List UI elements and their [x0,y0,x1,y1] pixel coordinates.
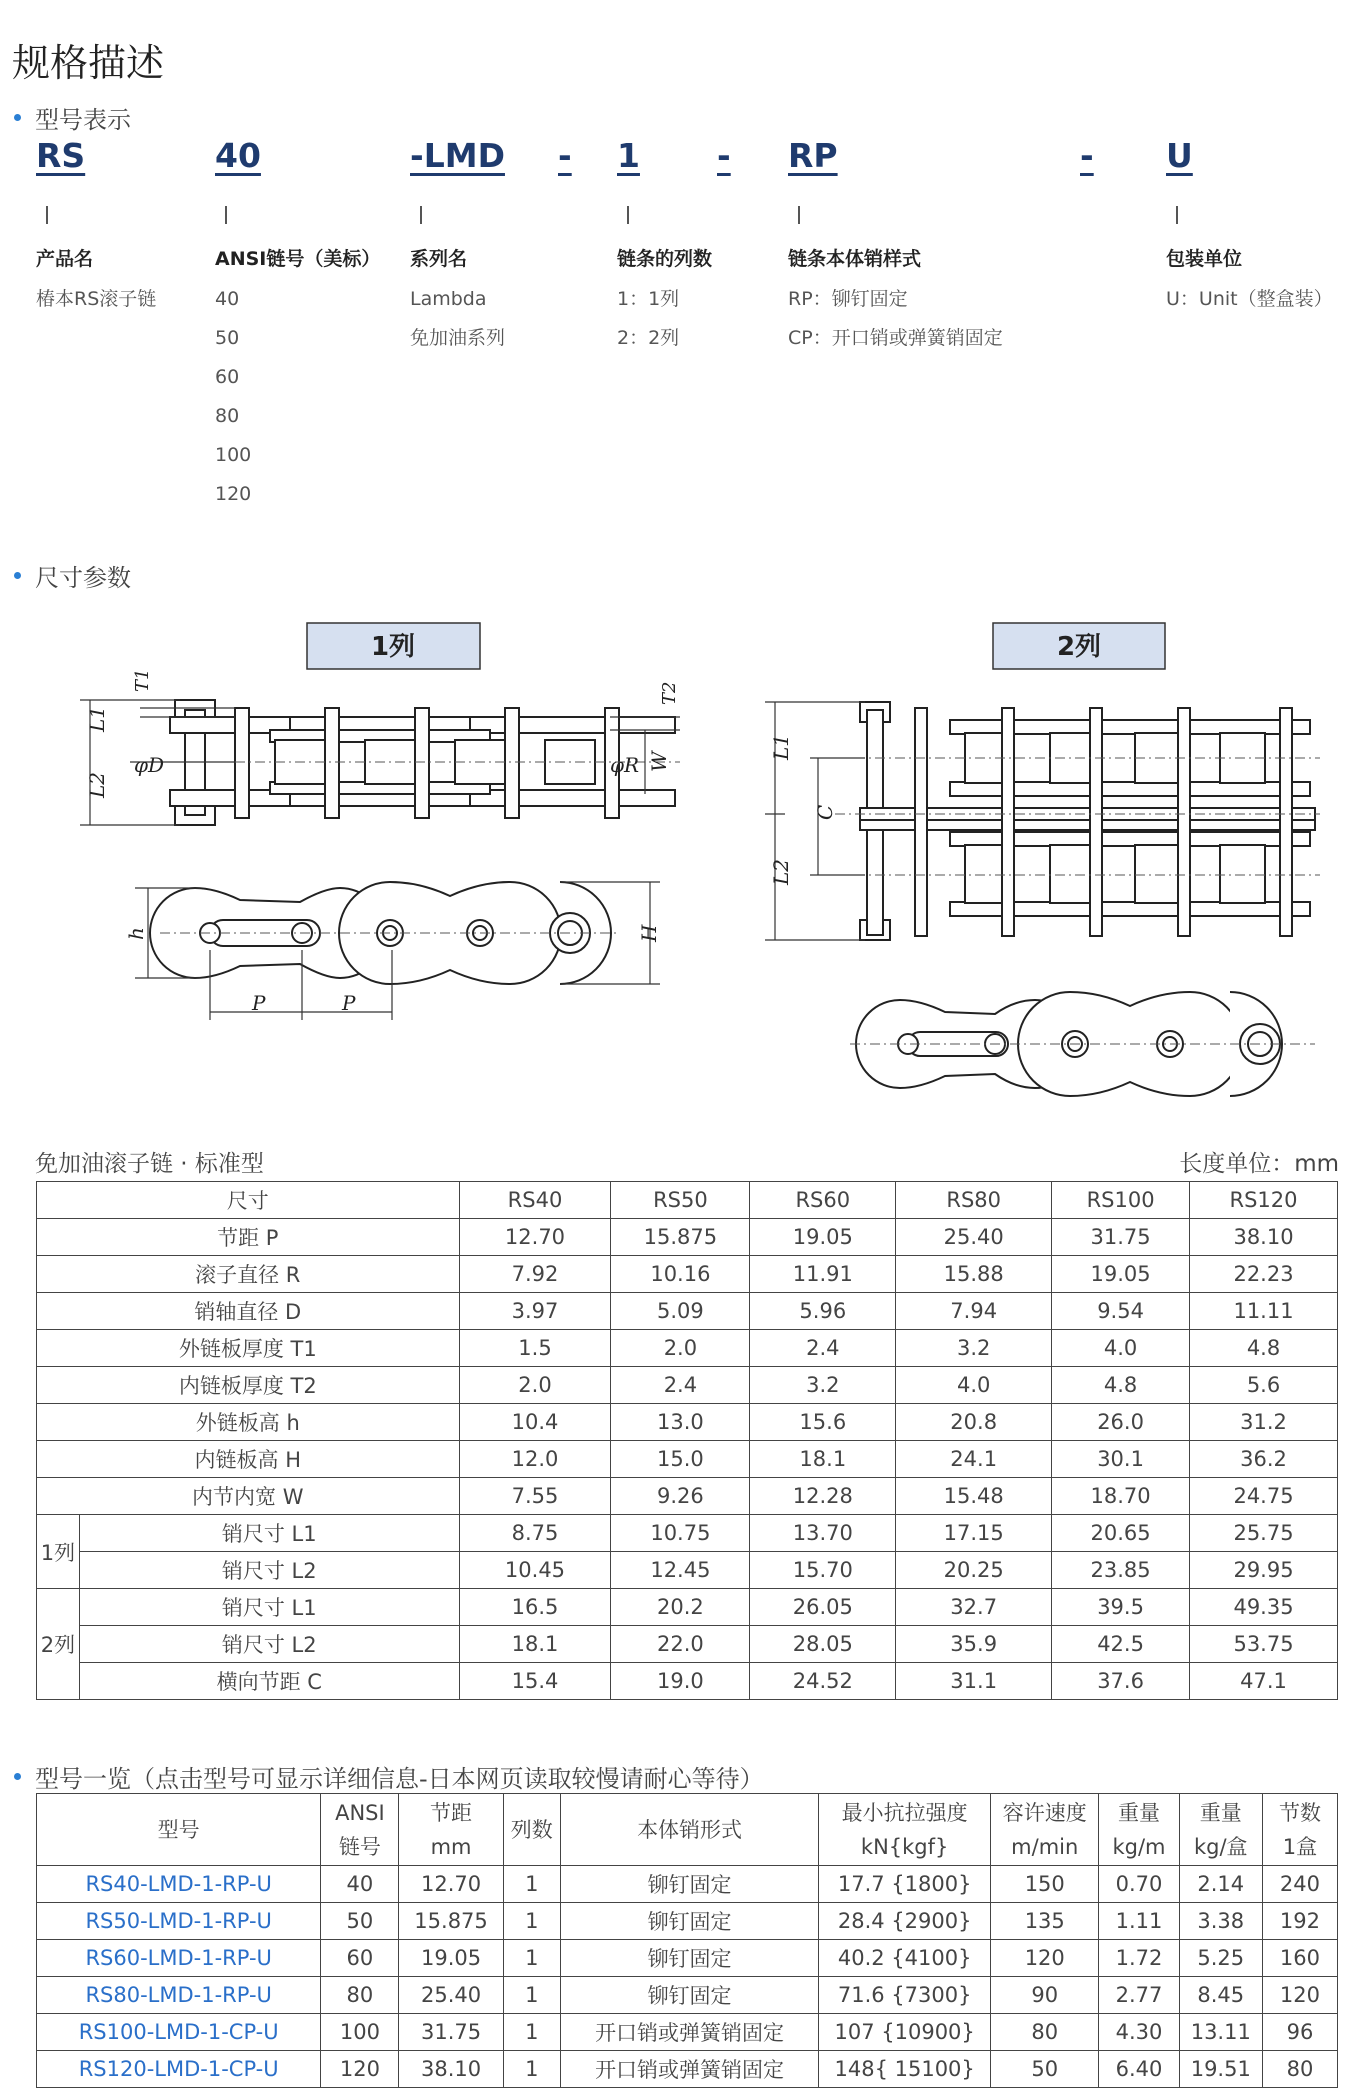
col-weight-b: 重量 kg/盒 [1179,1794,1262,1866]
dim-cell: 20.65 [1052,1515,1190,1552]
col-strength: 最小抗拉强度 kN{kgf} [819,1794,991,1866]
dim-cell: 47.1 [1190,1663,1338,1700]
label-h-large: H [637,924,661,942]
model-strength-cell: 71.6 {7300} [819,1977,991,2014]
dim-cell: 10.16 [611,1256,750,1293]
model-pin-cell: 开口销或弹簧销固定 [560,2014,818,2051]
model-speed-cell: 120 [991,1940,1099,1977]
model-strength-cell: 148{ 15100} [819,2051,991,2088]
col-links: 节数 1盒 [1262,1794,1337,1866]
code-part-3 [558,136,572,180]
model-row [37,1903,1338,1940]
code-part-label: 产品名 [36,248,94,270]
code-part-5 [717,136,731,180]
model-cell [37,1940,321,1977]
model-section-heading [14,100,131,135]
code-part-label: 链条本体销样式 [788,248,922,270]
code-part-0 [36,136,156,310]
code-part-value: RP：铆钉固定 [788,288,908,310]
bullet-icon [14,572,21,579]
model-weight-b-cell: 19.51 [1179,2051,1262,2088]
dim-row-label: 销尺寸 L1 [79,1589,459,1626]
dim-cell: 12.45 [611,1552,750,1589]
dim-cell: 7.94 [896,1293,1052,1330]
dim-row-label: 内链板厚度 T2 [37,1367,460,1404]
label-t2: T2 [659,681,680,705]
code-part-code: RP [788,136,838,175]
model-weight-b-cell: 8.45 [1179,1977,1262,2014]
label-r: φR [610,753,640,777]
code-tick [420,206,422,224]
model-pin-cell: 铆钉固定 [560,1866,818,1903]
dim-cell: 10.75 [611,1515,750,1552]
code-tick [46,206,48,224]
dim-row [37,1552,1338,1589]
code-part-code: U [1166,136,1193,175]
dim-cell: 36.2 [1190,1441,1338,1478]
dim-header-row [37,1182,1338,1219]
model-strength-cell: 107 {10900} [819,2014,991,2051]
dim-header-cell: RS40 [459,1182,611,1219]
dim-cell: 3.2 [896,1330,1052,1367]
code-part-label: 链条的列数 [617,248,713,270]
dim-cell: 15.4 [459,1663,611,1700]
label-l1: L1 [85,705,109,732]
code-part-code: - [558,136,572,175]
dim-cell: 26.0 [1052,1404,1190,1441]
code-tick [627,206,629,224]
dim-cell: 4.8 [1190,1330,1338,1367]
col-model: 型号 [37,1794,321,1866]
code-part-value: 40 [215,288,240,310]
dim-cell: 1.5 [459,1330,611,1367]
dim-row [37,1663,1338,1700]
dim-group-label: 1列 [37,1515,80,1589]
dim-cell: 19.0 [611,1663,750,1700]
model-speed-cell: 50 [991,2051,1099,2088]
label-d: φD [134,753,165,777]
dim-cell: 31.2 [1190,1404,1338,1441]
code-part-label: ANSI链号（美标） [215,248,381,270]
dim-cell: 28.05 [750,1626,896,1663]
label-p2: P [342,991,356,1015]
model-link[interactable]: RS100-LMD-1-CP-U [78,2020,279,2044]
dim-cell: 15.6 [750,1404,896,1441]
dim-row-label: 滚子直径 R [37,1256,460,1293]
model-link[interactable]: RS40-LMD-1-RP-U [85,1872,272,1896]
dim-cell: 38.10 [1190,1219,1338,1256]
dim-cell: 2.4 [611,1367,750,1404]
model-row [37,2014,1338,2051]
dim-row-label: 销轴直径 D [37,1293,460,1330]
dim-cell: 4.0 [896,1367,1052,1404]
dim-cell: 15.48 [896,1478,1052,1515]
dim-cell: 15.0 [611,1441,750,1478]
dim-cell: 18.1 [459,1626,611,1663]
model-links-cell: 80 [1262,2051,1337,2088]
dim-cell: 12.70 [459,1219,611,1256]
model-weight-m-cell: 0.70 [1099,1866,1179,1903]
dim-cell: 13.70 [750,1515,896,1552]
code-part-code: - [1080,136,1094,175]
dim-cell: 53.75 [1190,1626,1338,1663]
model-link[interactable]: RS120-LMD-1-CP-U [78,2057,279,2081]
model-rows-cell: 1 [503,1903,560,1940]
dim-cell: 49.35 [1190,1589,1338,1626]
model-weight-m-cell: 2.77 [1099,1977,1179,2014]
dim-row [37,1330,1338,1367]
model-weight-m-cell: 4.30 [1099,2014,1179,2051]
dim-cell: 12.0 [459,1441,611,1478]
label-l2-double: L2 [769,858,793,885]
code-part-value: U：Unit（整盒装） [1166,288,1333,310]
code-part-code: - [717,136,731,175]
code-tick [1176,206,1178,224]
dim-row [37,1404,1338,1441]
code-part-value: CP：开口销或弹簧销固定 [788,327,1003,349]
col-pitch: 节距 mm [399,1794,503,1866]
dim-cell: 8.75 [459,1515,611,1552]
model-row [37,1940,1338,1977]
dim-row-label: 销尺寸 L2 [79,1626,459,1663]
dim-cell: 25.40 [896,1219,1052,1256]
dim-table-unit: 长度单位：mm [1179,1151,1339,1177]
code-part-value: 免加油系列 [410,327,506,349]
model-row [37,1866,1338,1903]
code-part-2 [410,136,505,349]
model-links-cell: 120 [1262,1977,1337,2014]
dim-cell: 4.8 [1052,1367,1190,1404]
dim-cell: 19.05 [1052,1256,1190,1293]
code-part-value: Lambda [410,288,487,310]
diagram-1-title: 1列 [370,632,416,662]
model-weight-b-cell: 13.11 [1179,2014,1262,2051]
model-link[interactable]: RS50-LMD-1-RP-U [85,1909,272,1933]
bullet-icon [14,114,21,121]
code-part-code: 1 [617,136,640,175]
dim-cell: 20.2 [611,1589,750,1626]
model-weight-m-cell: 1.72 [1099,1940,1179,1977]
model-pitch-cell: 25.40 [399,1977,503,2014]
model-section-heading-text: 型号表示 [35,106,131,134]
dim-header-cell: RS60 [750,1182,896,1219]
model-list-heading-text: 型号一览（点击型号可显示详细信息-日本网页读取较慢请耐心等待） [35,1765,764,1793]
dim-cell: 18.70 [1052,1478,1190,1515]
dim-cell: 35.9 [896,1626,1052,1663]
dim-row-label: 内节内宽 W [37,1478,460,1515]
model-weight-b-cell: 3.38 [1179,1903,1262,1940]
dim-header-cell: 尺寸 [37,1182,460,1219]
dim-header-cell: RS120 [1190,1182,1338,1219]
col-weight-m: 重量 kg/m [1099,1794,1179,1866]
code-part-8 [1166,136,1333,310]
dim-cell: 2.0 [459,1367,611,1404]
dim-cell: 12.28 [750,1478,896,1515]
model-link[interactable]: RS80-LMD-1-RP-U [85,1983,272,2007]
dim-table-caption: 免加油滚子链 · 标准型 [35,1151,264,1177]
dim-cell: 22.0 [611,1626,750,1663]
model-row [37,1977,1338,2014]
dim-header-cell: RS50 [611,1182,750,1219]
code-part-value: 50 [215,327,240,349]
code-part-value: 2：2列 [617,327,680,349]
code-tick [798,206,800,224]
dim-cell: 23.85 [1052,1552,1190,1589]
dim-row [37,1441,1338,1478]
model-weight-b-cell: 2.14 [1179,1866,1262,1903]
model-weight-m-cell: 1.11 [1099,1903,1179,1940]
dim-row-label: 销尺寸 L1 [79,1515,459,1552]
dim-cell: 32.7 [896,1589,1052,1626]
dim-cell: 18.1 [750,1441,896,1478]
dim-cell: 15.88 [896,1256,1052,1293]
model-ansi-cell: 60 [321,1940,399,1977]
model-rows-cell: 1 [503,1866,560,1903]
dim-cell: 19.05 [750,1219,896,1256]
model-links-cell: 160 [1262,1940,1337,1977]
bullet-icon [14,1773,21,1780]
dim-cell: 24.1 [896,1441,1052,1478]
model-pin-cell: 铆钉固定 [560,1977,818,2014]
code-part-7 [1080,136,1094,180]
code-part-6 [788,136,1003,349]
dim-cell: 26.05 [750,1589,896,1626]
model-strength-cell: 17.7 {1800} [819,1866,991,1903]
col-speed: 容许速度 m/min [991,1794,1099,1866]
single-strand-diagram [60,620,680,1040]
dim-cell: 15.70 [750,1552,896,1589]
dim-cell: 7.92 [459,1256,611,1293]
dimension-section-heading [14,558,131,593]
dim-cell: 10.45 [459,1552,611,1589]
code-part-value: 80 [215,405,240,427]
dim-cell: 17.15 [896,1515,1052,1552]
label-c: C [813,804,837,820]
dim-row-label: 内链板高 H [37,1441,460,1478]
code-part-value: 椿本RS滚子链 [36,288,157,310]
model-rows-cell: 1 [503,2014,560,2051]
model-pin-cell: 铆钉固定 [560,1903,818,1940]
model-cell [37,1866,321,1903]
dim-cell: 30.1 [1052,1441,1190,1478]
dim-cell: 2.0 [611,1330,750,1367]
dim-row [37,1293,1338,1330]
dim-cell: 31.1 [896,1663,1052,1700]
code-part-1 [215,136,380,505]
dim-row [37,1367,1338,1404]
code-part-code: RS [36,136,86,175]
dim-cell: 4.0 [1052,1330,1190,1367]
model-link[interactable]: RS60-LMD-1-RP-U [85,1946,272,1970]
model-links-cell: 96 [1262,2014,1337,2051]
dimension-table [36,1181,1338,1700]
model-ansi-cell: 120 [321,2051,399,2088]
model-cell [37,2051,321,2088]
model-pitch-cell: 31.75 [399,2014,503,2051]
dim-cell: 3.97 [459,1293,611,1330]
dim-cell: 5.09 [611,1293,750,1330]
dim-cell: 16.5 [459,1589,611,1626]
label-l1-double: L1 [769,733,793,760]
model-pitch-cell: 12.70 [399,1866,503,1903]
dim-cell: 11.11 [1190,1293,1338,1330]
code-part-4 [617,136,712,349]
dim-cell: 5.96 [750,1293,896,1330]
dim-cell: 20.25 [896,1552,1052,1589]
model-weight-m-cell: 6.40 [1099,2051,1179,2088]
code-tick [225,206,227,224]
model-rows-cell: 1 [503,1940,560,1977]
code-part-code: 40 [215,136,261,175]
dim-cell: 31.75 [1052,1219,1190,1256]
model-ansi-cell: 100 [321,2014,399,2051]
dim-row-label: 节距 P [37,1219,460,1256]
dim-row [37,1626,1338,1663]
model-ansi-cell: 80 [321,1977,399,2014]
model-weight-b-cell: 5.25 [1179,1940,1262,1977]
label-t1: T1 [132,668,153,692]
dim-cell: 13.0 [611,1404,750,1441]
model-links-cell: 192 [1262,1903,1337,1940]
model-speed-cell: 90 [991,1977,1099,2014]
dim-row-label: 销尺寸 L2 [79,1552,459,1589]
model-cell [37,2014,321,2051]
double-strand-diagram [740,620,1320,1100]
model-speed-cell: 80 [991,2014,1099,2051]
model-row [37,2051,1338,2088]
dim-header-cell: RS80 [896,1182,1052,1219]
label-p1: P [252,991,266,1015]
dim-group-label: 2列 [37,1589,80,1700]
dim-cell: 9.26 [611,1478,750,1515]
dim-cell: 24.52 [750,1663,896,1700]
code-part-value: 100 [215,444,252,466]
model-speed-cell: 135 [991,1903,1099,1940]
dim-cell: 24.75 [1190,1478,1338,1515]
dim-cell: 39.5 [1052,1589,1190,1626]
model-cell [37,1903,321,1940]
model-rows-cell: 1 [503,2051,560,2088]
code-part-label: 包装单位 [1166,248,1243,270]
col-rows: 列数 [503,1794,560,1866]
dim-cell: 7.55 [459,1478,611,1515]
model-strength-cell: 40.2 {4100} [819,1940,991,1977]
model-pin-cell: 铆钉固定 [560,1940,818,1977]
dim-row [37,1515,1338,1552]
dim-row [37,1219,1338,1256]
dim-row-label: 外链板高 h [37,1404,460,1441]
dim-row [37,1256,1338,1293]
dim-cell: 37.6 [1052,1663,1190,1700]
code-part-value: 60 [215,366,240,388]
dim-cell: 42.5 [1052,1626,1190,1663]
dim-cell: 25.75 [1190,1515,1338,1552]
dim-row-label: 外链板厚度 T1 [37,1330,460,1367]
code-part-label: 系列名 [410,248,468,270]
model-list-table [36,1793,1338,2088]
dimension-section-heading-text: 尺寸参数 [35,564,131,592]
model-cell [37,1977,321,2014]
model-links-cell: 240 [1262,1866,1337,1903]
label-l2: L2 [85,771,109,798]
model-rows-cell: 1 [503,1977,560,2014]
model-pitch-cell: 19.05 [399,1940,503,1977]
model-speed-cell: 150 [991,1866,1099,1903]
dim-cell: 29.95 [1190,1552,1338,1589]
dim-cell: 15.875 [611,1219,750,1256]
model-strength-cell: 28.4 {2900} [819,1903,991,1940]
label-h-small: h [124,927,148,940]
dim-cell: 20.8 [896,1404,1052,1441]
model-pitch-cell: 38.10 [399,2051,503,2088]
dim-cell: 10.4 [459,1404,611,1441]
dim-cell: 11.91 [750,1256,896,1293]
model-pitch-cell: 15.875 [399,1903,503,1940]
code-part-value: 1：1列 [617,288,680,310]
label-w: W [647,751,671,772]
col-pin: 本体销形式 [560,1794,818,1866]
dim-header-cell: RS100 [1052,1182,1190,1219]
dim-cell: 9.54 [1052,1293,1190,1330]
dim-cell: 2.4 [750,1330,896,1367]
model-pin-cell: 开口销或弹簧销固定 [560,2051,818,2088]
code-part-code: -LMD [410,136,505,175]
code-part-value: 120 [215,483,252,505]
dim-row [37,1478,1338,1515]
dim-cell: 5.6 [1190,1367,1338,1404]
dim-row [37,1589,1338,1626]
model-ansi-cell: 50 [321,1903,399,1940]
col-ansi: ANSI 链号 [321,1794,399,1866]
diagram-2-title: 2列 [1056,632,1102,662]
dim-row-label: 横向节距 C [79,1663,459,1700]
dim-cell: 22.23 [1190,1256,1338,1293]
page-title: 规格描述 [12,41,165,85]
model-list-heading [14,1759,764,1794]
model-ansi-cell: 40 [321,1866,399,1903]
dim-cell: 3.2 [750,1367,896,1404]
